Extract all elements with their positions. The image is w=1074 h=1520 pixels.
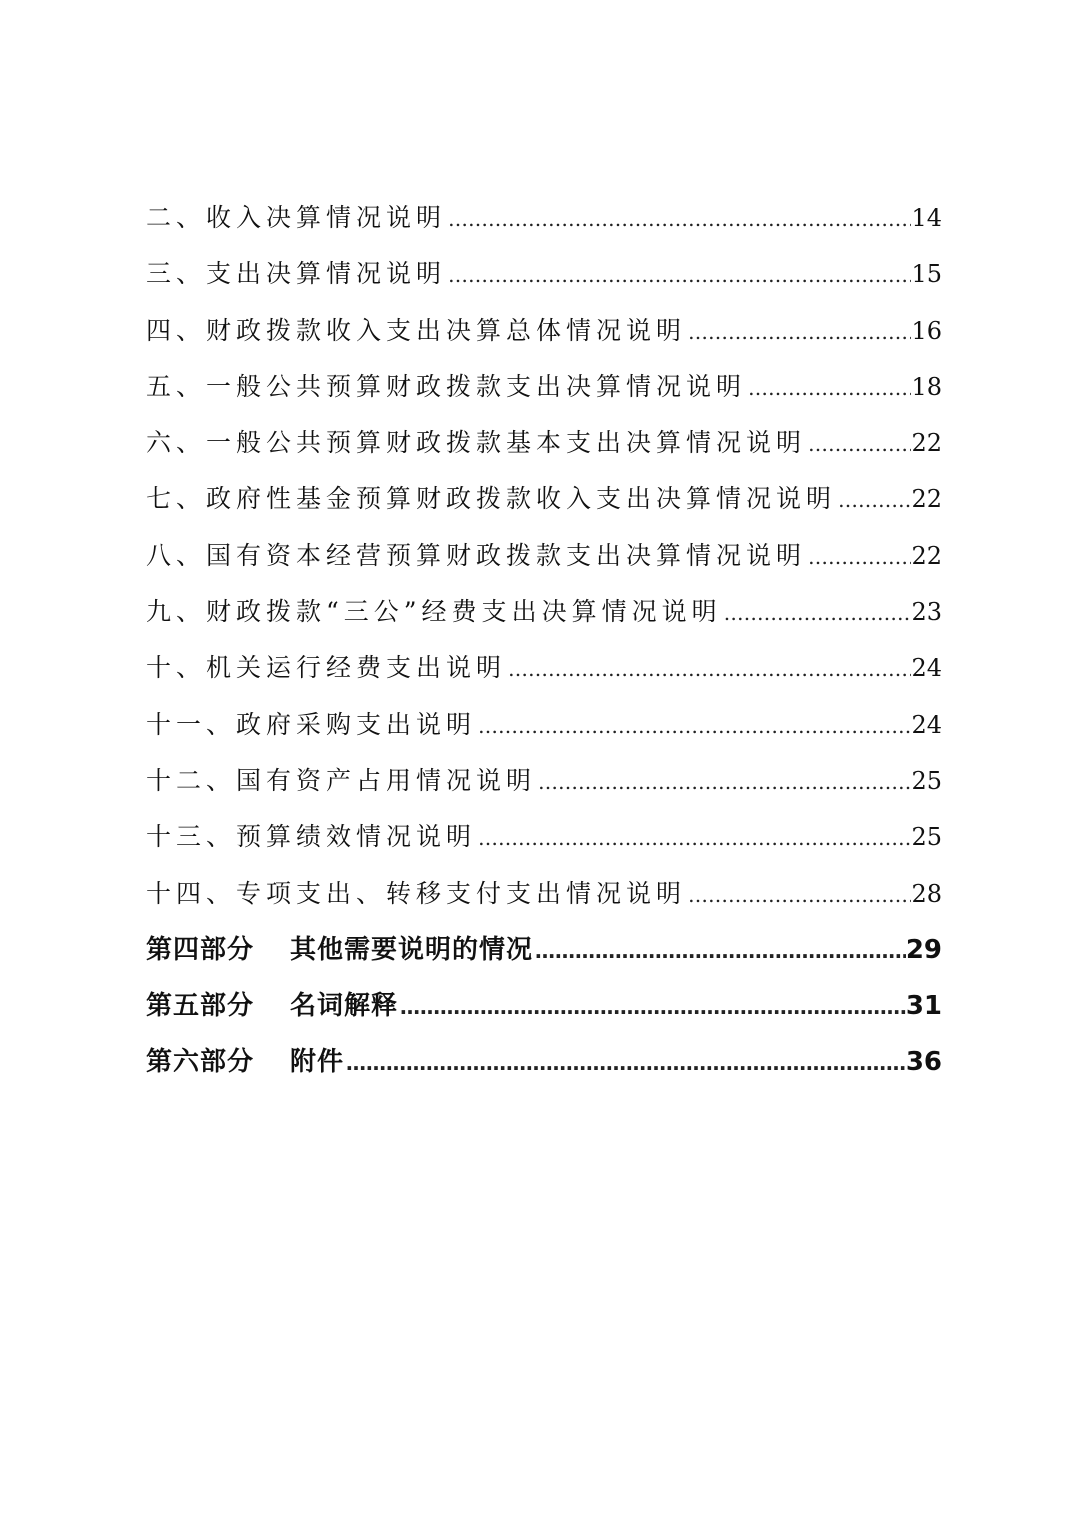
toc-entry-9[interactable] <box>146 584 942 640</box>
toc-dot-leader <box>344 1035 906 1090</box>
toc-dot-leader <box>446 191 911 246</box>
toc-entry-12[interactable] <box>146 753 942 809</box>
toc-page-number: 29 <box>905 934 942 965</box>
toc-part-6[interactable] <box>146 1034 942 1090</box>
toc-page-number: 25 <box>911 766 942 795</box>
toc-entry-title: 八、国有资本经营预算财政拨款支出决算情况说明 <box>146 540 807 570</box>
toc-dot-leader <box>536 754 911 809</box>
toc-entry-title: 九、财政拨款“三公”经费支出决算情况说明 <box>146 597 722 627</box>
toc-entry-10[interactable] <box>146 640 942 696</box>
toc-dot-leader <box>476 698 911 753</box>
toc-part-label: 第四部分 <box>146 934 255 965</box>
toc-part-label: 第六部分 <box>146 1047 255 1078</box>
toc-part-5[interactable] <box>146 978 942 1034</box>
toc-part-label: 第五部分 <box>146 991 255 1022</box>
toc-dot-leader <box>836 472 911 527</box>
toc-page-number: 14 <box>911 204 942 232</box>
toc-page-number: 24 <box>911 654 942 683</box>
toc-entry-title: 六、一般公共预算财政拨款基本支出决算情况说明 <box>146 428 807 458</box>
toc-dot-leader <box>806 529 911 584</box>
toc-part-4[interactable] <box>146 922 942 978</box>
toc-dot-leader <box>686 304 911 359</box>
toc-page-number: 31 <box>905 991 942 1022</box>
toc-page-number: 28 <box>911 879 942 908</box>
toc-dot-leader <box>746 360 911 415</box>
toc-part-heading <box>146 922 533 978</box>
toc-page-number: 25 <box>911 823 942 852</box>
toc-page-number: 15 <box>911 260 942 289</box>
toc-part-title: 名词解释 <box>290 991 399 1022</box>
toc-entry-7[interactable] <box>146 471 942 527</box>
toc-page-number: 23 <box>911 598 942 627</box>
toc-dot-leader <box>476 810 911 865</box>
toc-page-number: 36 <box>905 1047 942 1078</box>
toc-entry-8[interactable] <box>146 528 942 584</box>
toc-entry-title: 十二、国有资产占用情况说明 <box>146 765 537 795</box>
toc-entry-title: 十四、专项支出、转移支付支出情况说明 <box>146 878 687 908</box>
toc-page-number: 22 <box>911 429 942 458</box>
toc-dot-leader <box>398 979 906 1034</box>
toc-entry-title: 十、机关运行经费支出说明 <box>146 653 507 683</box>
toc-dot-leader <box>533 923 906 978</box>
toc-dot-leader <box>722 585 912 640</box>
toc-entry-title: 二、收入决算情况说明 <box>146 203 447 232</box>
toc-entry-title: 三、支出决算情况说明 <box>146 259 447 289</box>
toc-page-number: 16 <box>911 316 942 345</box>
toc-entry-title: 十三、预算绩效情况说明 <box>146 822 477 852</box>
toc-entry-6[interactable] <box>146 415 942 471</box>
toc-dot-leader <box>506 641 911 696</box>
toc-entry-2[interactable] <box>146 190 942 246</box>
toc-part-title: 附件 <box>290 1047 345 1078</box>
toc-page-number: 24 <box>911 710 942 739</box>
toc-part-heading <box>146 1034 344 1090</box>
toc-part-heading <box>146 978 398 1034</box>
toc-dot-leader <box>446 247 911 302</box>
toc-dot-leader <box>686 867 911 922</box>
toc-dot-leader <box>806 416 911 471</box>
table-of-contents <box>146 190 942 1091</box>
toc-entry-title: 五、一般公共预算财政拨款支出决算情况说明 <box>146 371 747 401</box>
toc-page-number: 18 <box>911 372 942 401</box>
toc-page-number: 22 <box>911 541 942 570</box>
toc-entry-title: 四、财政拨款收入支出决算总体情况说明 <box>146 315 687 345</box>
toc-page-number: 22 <box>911 485 942 514</box>
toc-entry-3[interactable] <box>146 246 942 302</box>
toc-entry-title: 七、政府性基金预算财政拨款收入支出决算情况说明 <box>146 484 837 514</box>
toc-entry-14[interactable] <box>146 866 942 922</box>
toc-entry-13[interactable] <box>146 809 942 865</box>
toc-entry-4[interactable] <box>146 303 942 359</box>
toc-entry-11[interactable] <box>146 697 942 753</box>
toc-entry-5[interactable] <box>146 359 942 415</box>
toc-part-title: 其他需要说明的情况 <box>290 934 534 965</box>
toc-entry-title: 十一、政府采购支出说明 <box>146 709 477 739</box>
